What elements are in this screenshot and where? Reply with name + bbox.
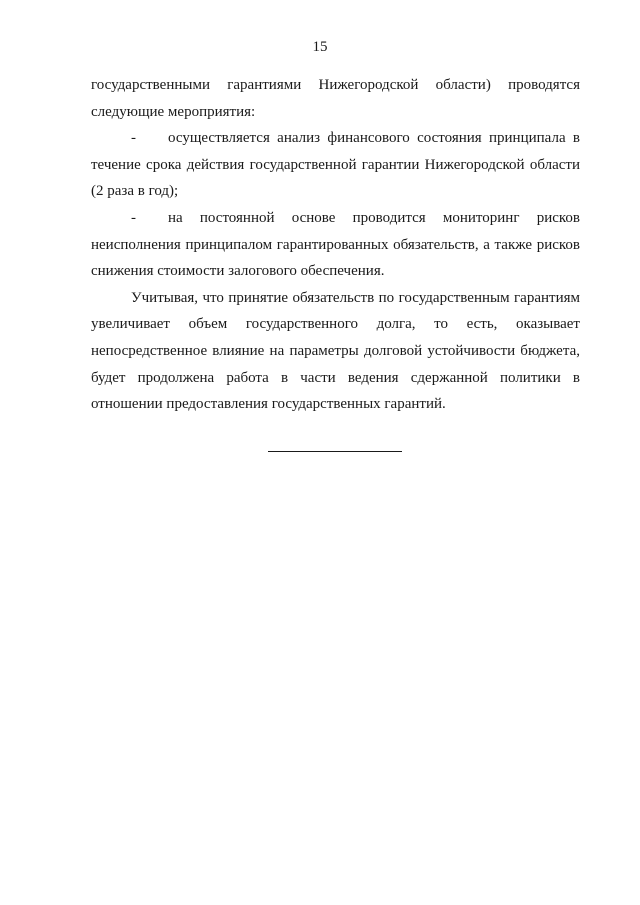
text-line: будет продолжена работа в части ведения сдержанной политики в (91, 369, 580, 386)
document-body (91, 72, 580, 418)
text-line: (2 раза в год); (91, 183, 179, 200)
text-line: следующие мероприятия: (91, 103, 256, 120)
text-line: на постоянной основе проводится мониторинг рисков (168, 209, 580, 226)
text-line: течение срока действия государственной гарантии Нижегородской области (91, 156, 580, 173)
bullet-first-line (91, 205, 580, 232)
page-number: 15 (312, 39, 328, 55)
text-line: увеличивает объем государственного долга, то есть, оказывает (91, 316, 580, 333)
text-line: Учитывая, что принятие обязательств по государственным гарантиям (131, 289, 580, 306)
text-line: осуществляется анализ финансового состояния принципала в (168, 130, 580, 147)
bullet-dash: - (131, 130, 136, 147)
text-line: непосредственное влияние на параметры долговой устойчивости бюджета, (91, 342, 580, 359)
bullet-dash: - (131, 209, 136, 226)
closing-paragraph (91, 285, 580, 418)
text-line: государственными гарантиями Нижегородской области) проводятся (91, 77, 580, 93)
text-line: неисполнения принципалом гарантированных обязательств, а также рисков (91, 236, 580, 253)
text-line: отношении предоставления государственных гарантий. (91, 396, 446, 413)
bullet-item (91, 205, 580, 285)
bullet-first-line (91, 125, 580, 152)
intro-paragraph (91, 72, 580, 125)
end-of-text-rule (268, 451, 402, 452)
text-line: снижения стоимости залогового обеспечения. (91, 263, 385, 280)
bullet-item (91, 125, 580, 205)
